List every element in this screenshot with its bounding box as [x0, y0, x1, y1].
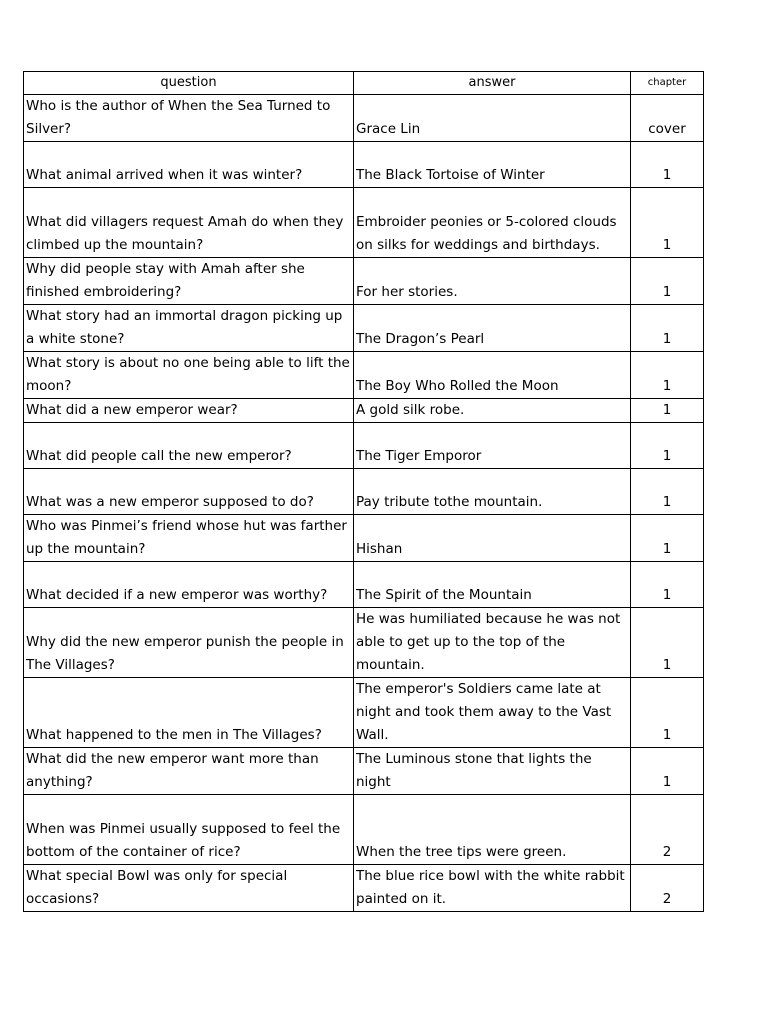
chapter-cell: 2 — [631, 795, 704, 865]
question-cell: What did the new emperor want more than anything? — [24, 748, 354, 795]
question-cell: What story is about no one being able to lift the moon? — [24, 352, 354, 399]
answer-cell: A gold silk robe. — [354, 399, 631, 423]
chapter-cell: 1 — [631, 352, 704, 399]
answer-cell: When the tree tips were green. — [354, 795, 631, 865]
qa-table — [23, 71, 704, 912]
question-cell: What did a new emperor wear? — [24, 399, 354, 423]
question-cell: What happened to the men in The Villages? — [24, 678, 354, 748]
chapter-cell: 1 — [631, 142, 704, 188]
answer-cell: The emperor's Soldiers came late at night and took them away to the Vast Wall. — [354, 678, 631, 748]
question-cell: Why did the new emperor punish the people in The Villages? — [24, 608, 354, 678]
answer-cell: The Luminous stone that lights the night — [354, 748, 631, 795]
table-row — [24, 258, 704, 305]
answer-cell: Pay tribute tothe mountain. — [354, 469, 631, 515]
chapter-cell: 1 — [631, 678, 704, 748]
question-cell: What special Bowl was only for special occasions? — [24, 865, 354, 912]
question-cell: What decided if a new emperor was worthy? — [24, 562, 354, 608]
chapter-cell: 1 — [631, 399, 704, 423]
question-cell: What did people call the new emperor? — [24, 423, 354, 469]
question-cell: What animal arrived when it was winter? — [24, 142, 354, 188]
question-cell: What was a new emperor supposed to do? — [24, 469, 354, 515]
table-row — [24, 748, 704, 795]
table-row — [24, 469, 704, 515]
answer-cell: The Boy Who Rolled the Moon — [354, 352, 631, 399]
chapter-cell: 1 — [631, 748, 704, 795]
chapter-cell: 1 — [631, 188, 704, 258]
answer-cell: He was humiliated because he was not able to get up to the top of the mountain. — [354, 608, 631, 678]
answer-cell: For her stories. — [354, 258, 631, 305]
question-cell: What story had an immortal dragon picking up a white stone? — [24, 305, 354, 352]
answer-cell: The blue rice bowl with the white rabbit painted on it. — [354, 865, 631, 912]
chapter-cell: cover — [631, 95, 704, 142]
answer-header: answer — [354, 72, 631, 95]
chapter-cell: 2 — [631, 865, 704, 912]
chapter-cell: 1 — [631, 423, 704, 469]
qa-table-body — [24, 72, 704, 912]
chapter-cell: 1 — [631, 515, 704, 562]
answer-cell: Grace Lin — [354, 95, 631, 142]
answer-cell: Hishan — [354, 515, 631, 562]
table-row — [24, 352, 704, 399]
table-row — [24, 678, 704, 748]
question-cell: Who was Pinmei’s friend whose hut was farther up the mountain? — [24, 515, 354, 562]
chapter-cell: 1 — [631, 562, 704, 608]
table-row — [24, 95, 704, 142]
table-row — [24, 305, 704, 352]
answer-cell: Embroider peonies or 5-colored clouds on silks for weddings and birthdays. — [354, 188, 631, 258]
question-cell: What did villagers request Amah do when they climbed up the mountain? — [24, 188, 354, 258]
answer-cell: The Black Tortoise of Winter — [354, 142, 631, 188]
question-cell: Why did people stay with Amah after she finished embroidering? — [24, 258, 354, 305]
table-row — [24, 188, 704, 258]
answer-cell: The Dragon’s Pearl — [354, 305, 631, 352]
table-row — [24, 423, 704, 469]
table-row — [24, 865, 704, 912]
question-cell: When was Pinmei usually supposed to feel the bottom of the container of rice? — [24, 795, 354, 865]
question-header: question — [24, 72, 354, 95]
answer-cell: The Tiger Emporor — [354, 423, 631, 469]
table-row — [24, 142, 704, 188]
chapter-cell: 1 — [631, 258, 704, 305]
chapter-cell: 1 — [631, 305, 704, 352]
table-row — [24, 795, 704, 865]
chapter-cell: 1 — [631, 469, 704, 515]
answer-cell: The Spirit of the Mountain — [354, 562, 631, 608]
chapter-cell: 1 — [631, 608, 704, 678]
table-row — [24, 515, 704, 562]
table-row — [24, 608, 704, 678]
header-row — [24, 72, 704, 95]
question-cell: Who is the author of When the Sea Turned to Silver? — [24, 95, 354, 142]
table-row — [24, 562, 704, 608]
chapter-header: chapter — [631, 72, 704, 95]
table-row — [24, 399, 704, 423]
